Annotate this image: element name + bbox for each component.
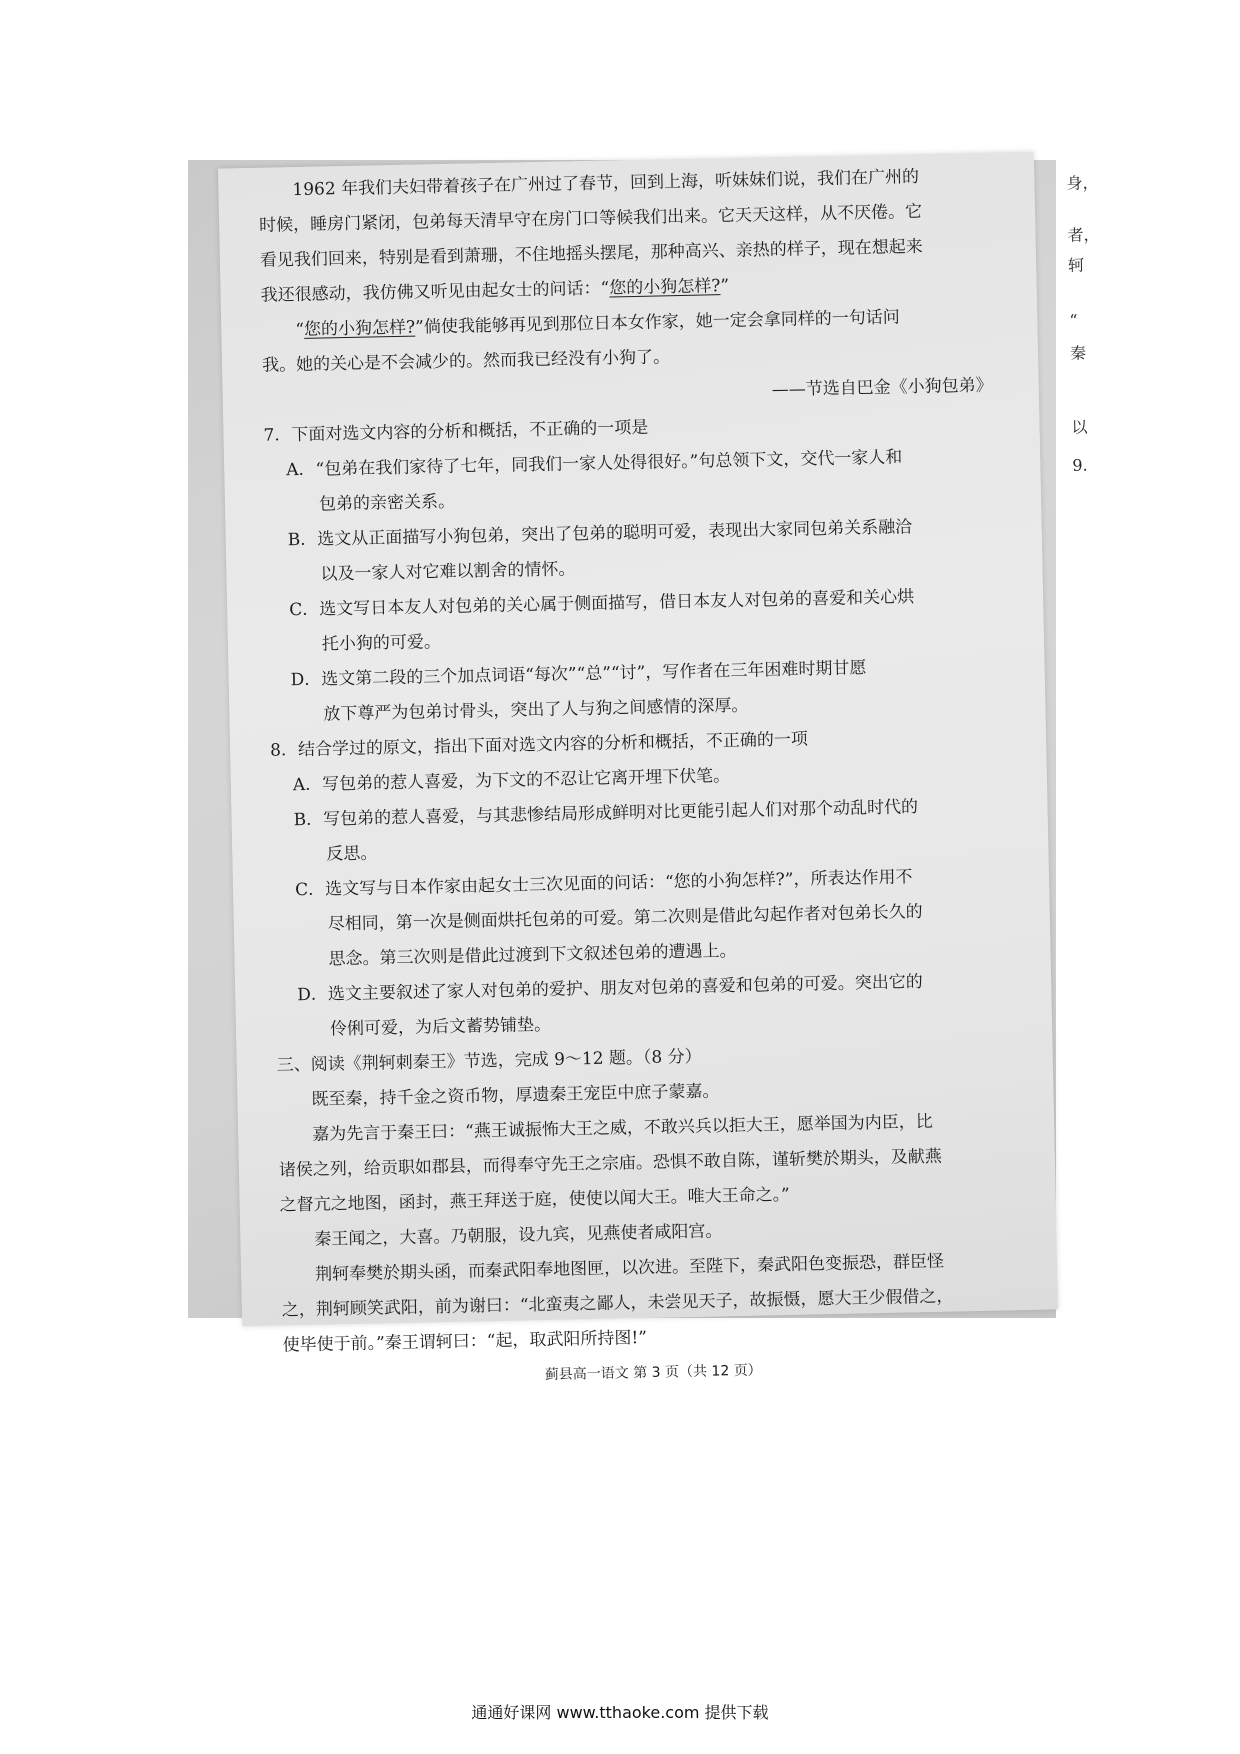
question-stem: 8．结合学过的原文，指出下面对选文内容的分析和概括，不正确的一项	[269, 729, 809, 761]
classical-text-line: 使毕使于前。”秦王谓轲曰：“起，取武阳所持图!”	[282, 1327, 648, 1356]
underlined-quote: 您的小狗怎样?	[303, 317, 416, 340]
option-text: 尽相同，第一次是侧面烘托包弟的可爱。第二次则是借此勾起作者对包弟长久的	[327, 902, 923, 935]
option-text: 包弟的亲密关系。	[318, 491, 456, 515]
text-span: “	[295, 319, 305, 341]
passage-line: 1962 年我们夫妇带着孩子在广州过了春节，回到上海，听妹妹们说，我们在广州的	[292, 166, 920, 201]
option-text: 以及一家人对它难以割舍的情怀。	[320, 559, 576, 585]
question-stem: 7．下面对选文内容的分析和概括，不正确的一项是	[263, 417, 649, 446]
fragment: 9.	[1072, 455, 1088, 475]
classical-text-line: 秦王闻之，大喜。乃朝服，设九宾，见燕使者咸阳宫。	[314, 1221, 723, 1250]
passage-line: 时候，睡房门紧闭，包弟每天清早守在房门口等候我们出来。它天天这样，从不厌倦。它	[258, 201, 923, 236]
fragment: 秦	[1069, 343, 1087, 363]
classical-text-line: 荆轲奉樊於期头函，而秦武阳奉地图匣，以次进。至陛下，秦武阳色变振恐，群臣怪	[314, 1251, 945, 1285]
option-text: 伶俐可爱，为后文蓄势铺垫。	[329, 1014, 552, 1040]
option-text: D．选文主要叙述了家人对包弟的爱护、朋友对包弟的喜爱和包弟的可爱。突出它的	[297, 972, 924, 1006]
classical-text-line: 诸侯之列，给贡职如郡县，而得奉守先王之宗庙。恐惧不敢自陈，谨斩樊於期头，及献燕	[278, 1146, 943, 1181]
text-span: 我还很感动，我仿佛又听见由起女士的问话：“	[260, 278, 610, 306]
question-8	[270, 718, 1016, 1048]
option-text: B．选文从正面描写小狗包弟，突出了包弟的聪明可爱，表现出大家同包弟关系融洽	[287, 517, 913, 551]
text-span: ”	[720, 275, 730, 297]
site-footer: 通通好课网 www.tthaoke.com 提供下载	[471, 1703, 769, 1722]
option-text: 托小狗的可爱。	[321, 632, 442, 655]
option-text: C．选文写日本友人对包弟的关心属于侧面描写，借日本友人对包弟的喜爱和关心烘	[289, 587, 915, 621]
passage	[258, 158, 1003, 418]
classical-text-line: 之督亢之地图，函封，燕王拜送于庭，使使以闻大王。唯大王命之。”	[279, 1184, 790, 1216]
option-text: D．选文第二段的三个加点词语“每次”“总”“讨”，写作者在三年困难时期甘愿	[290, 658, 867, 691]
next-page-edge	[1058, 150, 1122, 1309]
option-c	[273, 858, 1015, 978]
fragment: 者，	[1067, 225, 1100, 245]
classical-text-line: 既至秦，持千金之资币物，厚遗秦王宠臣中庶子蒙嘉。	[311, 1081, 720, 1110]
question-7	[263, 403, 1009, 733]
exam-page	[218, 152, 1100, 1384]
option-text: A．“包弟在我们家待了七年，同我们一家人处得很好。”句总领下文，交代一家人和	[286, 447, 903, 481]
page-content	[258, 158, 1023, 1398]
section-heading: 三、阅读《荆轲刺秦王》节选，完成 9～12 题。（8 分）	[276, 1046, 702, 1076]
option-text: B．写包弟的惹人喜爱，与其悲惨结局形成鲜明对比更能引起人们对那个动乱时代的	[293, 797, 919, 831]
section-3	[276, 1033, 1022, 1363]
option-text: 放下尊严为包弟讨骨头，突出了人与狗之间感情的深厚。	[323, 695, 749, 725]
classical-text-line: 之，荆轲顾笑武阳，前为谢曰：“北蛮夷之鄙人，未尝见天子，故振慑，愿大王少假借之，	[281, 1286, 954, 1321]
fragment: “	[1069, 310, 1078, 330]
option-text: C．选文写与日本作家由起女士三次见面的问话：“您的小狗怎样?”，所表达作用不	[294, 867, 913, 901]
fragment: 身，	[1066, 173, 1099, 193]
classical-text-line: 嘉为先言于秦王曰：“燕王诚振怖大王之威，不敢兴兵以拒大王，愿举国为内臣，比	[312, 1111, 933, 1145]
passage-line: 看见我们回来，特别是看到萧珊，不住地摇头摆尾，那种高兴、亲热的样子，现在想起来	[259, 236, 923, 271]
passage-line: 我。她的关心是不会减少的。然而我已经没有小狗了。	[261, 347, 671, 376]
exam-photo	[188, 160, 1100, 1384]
option-text: A．写包弟的惹人喜爱，为下文的不忍让它离开埋下伏笔。	[292, 766, 731, 796]
page-number-footer: 蓟县高一语文 第 3 页（共 12 页）	[544, 1362, 762, 1384]
option-text: 思念。第三次则是借此过渡到下文叙述包弟的遭遇上。	[328, 940, 737, 970]
fragment: 轲	[1067, 255, 1085, 275]
option-text: 反思。	[326, 843, 378, 865]
passage-source: ——节选自巴金《小狗包弟》	[771, 375, 993, 401]
text-span: ”倘使我能够再见到那位日本女作家，她一定会拿同样的一句话问	[414, 307, 900, 338]
underlined-quote: 您的小狗怎样?	[609, 276, 721, 299]
fragment: 以	[1071, 417, 1088, 437]
